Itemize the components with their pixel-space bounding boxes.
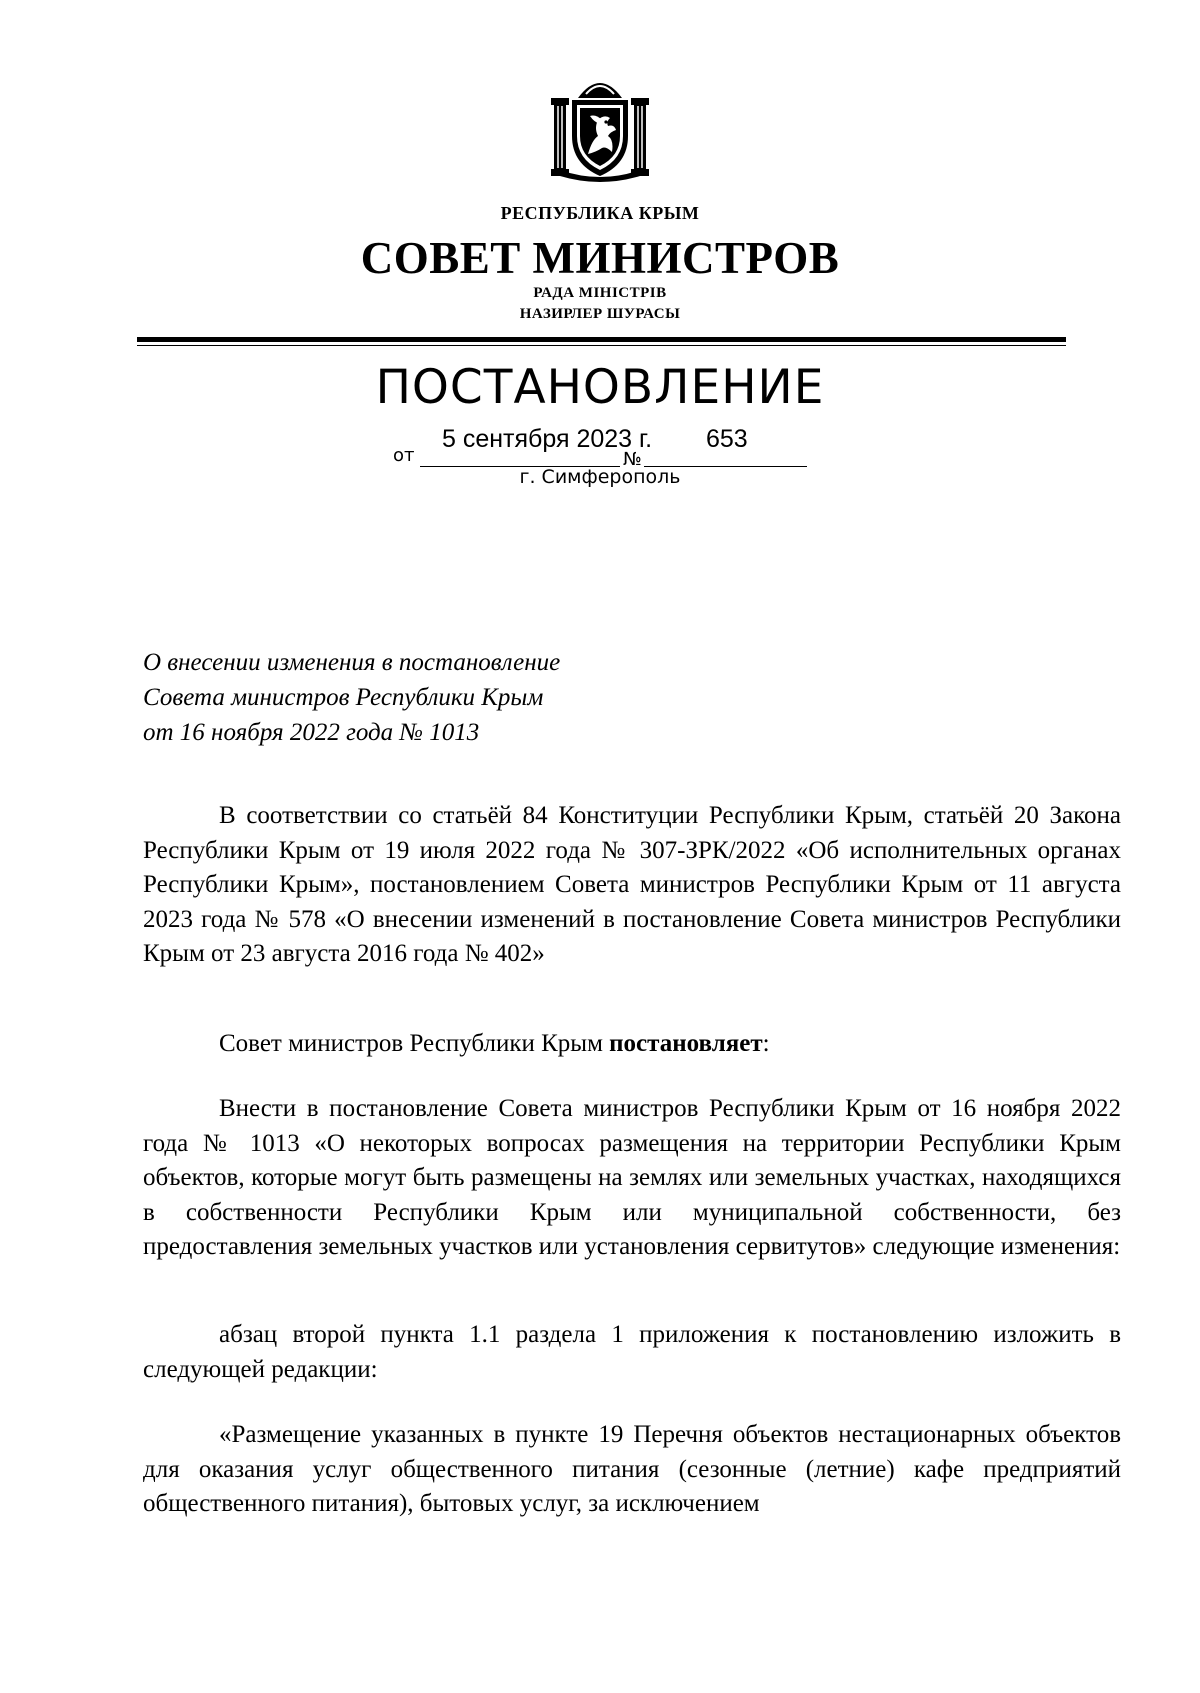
subject-line: О внесении изменения в постановление <box>143 649 561 676</box>
preamble-paragraph <box>143 799 1121 972</box>
amendment-instruction-paragraph <box>143 1318 1121 1387</box>
paragraph-text <box>143 1027 1121 1062</box>
resolution-tail: : <box>762 1030 770 1057</box>
header-divider-thin <box>137 345 1066 346</box>
council-name: СОВЕТ МИНИСТРОВ <box>360 233 840 283</box>
republic-name: РЕСПУБЛИКА КРЫМ <box>500 203 700 223</box>
header-divider-thick <box>137 337 1066 342</box>
paragraph-text: абзац второй пункта 1.1 раздела 1 приложения к постановлению изложить в следующей редакции: <box>143 1321 1121 1383</box>
paragraph-text: В соответствии со статьёй 84 Конституции Республики Крым, статьёй 20 Закона Республики Крым от 19 июля 2022 года № 307-ЗРК/2022 «Об исполнительных органах Республики Крым», постановлением Совета министров Республики Крым от 11 августа 2023 года № 578 «О внесении изменений в постановление Совета министров Республики Крым от 23 августа 2016 года № 402» <box>143 802 1121 967</box>
paragraph-text: «Размещение указанных в пункте 19 Перечня объектов нестационарных объектов для оказания услуг общественного питания (сезонные (летние) кафе предприятий общественного питания), бытовых услуг, за исключением <box>143 1421 1121 1517</box>
decree-date: 5 сентября 2023 г. <box>442 425 653 453</box>
decree-subject <box>143 645 560 750</box>
resolution-paragraph <box>143 1027 1121 1062</box>
subject-line: от 16 ноября 2022 года № 1013 <box>143 719 480 746</box>
resolution-verb: постановляет <box>609 1030 763 1057</box>
new-wording-paragraph <box>143 1418 1121 1522</box>
amendment-paragraph <box>143 1092 1121 1265</box>
council-name-crimean-tatar: НАЗИРЛЕР ШУРАСЫ <box>519 306 681 322</box>
from-label: от <box>393 445 415 466</box>
resolution-lead: Совет министров Республики Крым <box>219 1030 610 1057</box>
document-type-title: ПОСТАНОВЛЕНИЕ <box>375 360 825 415</box>
city-name: г. Симферополь <box>519 466 681 488</box>
subject-line: Совета министров Республики Крым <box>143 684 544 711</box>
number-label: № <box>623 449 642 470</box>
paragraph-text: Внести в постановление Совета министров Республики Крым от 16 ноября 2022 года № 1013 «О некоторых вопросах размещения на территории Республики Крым объектов, которые могут быть размещены на землях или земельных участках, находящихся в собственности Республики Крым или муниципальной собственности, без предоставления земельных участков или установления сервитутов» следующие изменения: <box>143 1095 1121 1260</box>
decree-number: 653 <box>706 425 748 453</box>
coat-of-arms-emblem <box>548 70 652 182</box>
council-name-ukrainian: РАДА МІНІСТРІВ <box>533 285 667 301</box>
